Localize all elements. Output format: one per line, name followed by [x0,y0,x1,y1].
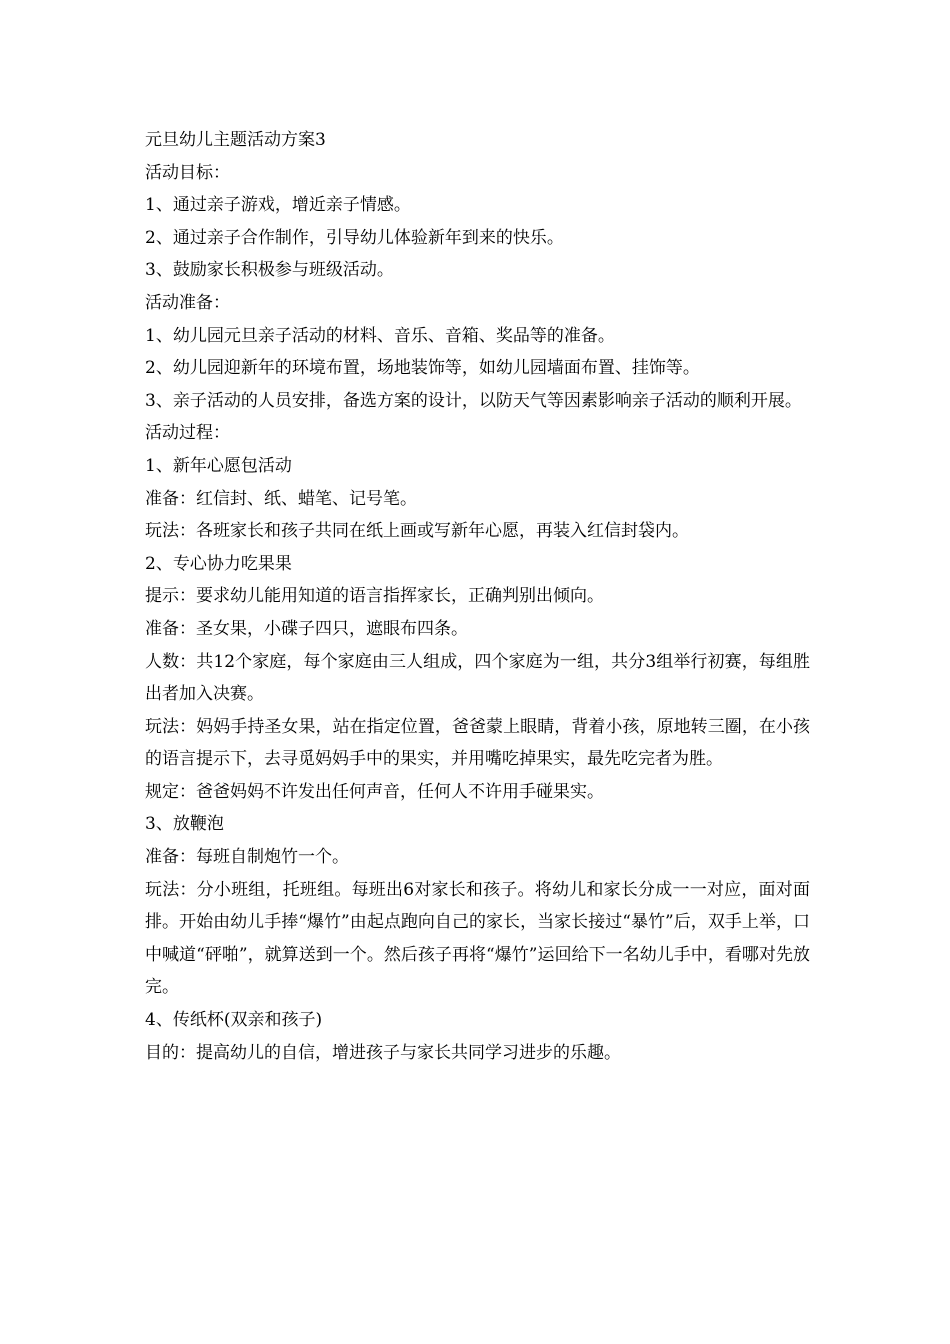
activity-heading: 3、放鞭泡 [145,814,224,835]
paragraph: 1、幼儿园元旦亲子活动的材料、音乐、音箱、奖品等的准备。 [145,325,615,346]
paragraph: 2、通过亲子合作制作，引导幼儿体验新年到来的快乐。 [145,227,564,248]
paragraph: 玩法：妈妈手持圣女果，站在指定位置，爸爸蒙上眼睛，背着小孩，原地转三圈，在小孩的语言提示下，去寻觅妈妈手中的果实，并用嘴吃掉果实，最先吃完者为胜。 [145,716,810,770]
section-heading-goals: 活动目标： [145,162,230,183]
paragraph: 准备：每班自制炮竹一个。 [145,847,349,868]
paragraph: 玩法：分小班组，托班组。每班出6对家长和孩子。将幼儿和家长分成一一对应，面对面排。开始由幼儿手捧“爆竹”由起点跑向自己的家长，当家长接过“暴竹”后，双手上举，口中喊道“砰啪”，就算送到一个。然后孩子再将“爆竹”运回给下一名幼儿手中，看哪对先放完。 [145,879,810,998]
paragraph: 玩法：各班家长和孩子共同在纸上画或写新年心愿，再装入红信封袋内。 [145,521,689,542]
document-title: 元旦幼儿主题活动方案3 [145,130,326,150]
paragraph: 3、亲子活动的人员安排，备选方案的设计，以防天气等因素影响亲子活动的顺利开展。 [145,390,802,411]
paragraph: 2、幼儿园迎新年的环境布置，场地装饰等，如幼儿园墙面布置、挂饰等。 [145,358,700,379]
document-body [145,124,810,1069]
paragraph: 人数：共12个家庭，每个家庭由三人组成，四个家庭为一组，共分3组举行初赛，每组胜出者加入决赛。 [145,651,810,705]
section-heading-process: 活动过程： [145,423,230,444]
activity-heading: 1、新年心愿包活动 [145,455,292,476]
paragraph: 提示：要求幼儿能用知道的语言指挥家长，正确判别出倾向。 [145,586,604,607]
paragraph: 规定：爸爸妈妈不许发出任何声音，任何人不许用手碰果实。 [145,781,604,802]
paragraph: 准备：圣女果，小碟子四只，遮眼布四条。 [145,618,468,639]
paragraph: 3、鼓励家长积极参与班级活动。 [145,260,394,281]
paragraph: 准备：红信封、纸、蜡笔、记号笔。 [145,488,417,509]
paragraph: 1、通过亲子游戏，增近亲子情感。 [145,195,411,216]
section-heading-preparation: 活动准备： [145,292,230,313]
activity-heading: 2、专心协力吃果果 [145,553,292,574]
paragraph: 目的：提高幼儿的自信，增进孩子与家长共同学习进步的乐趣。 [145,1042,621,1063]
activity-heading: 4、传纸杯(双亲和孩子) [145,1010,323,1031]
